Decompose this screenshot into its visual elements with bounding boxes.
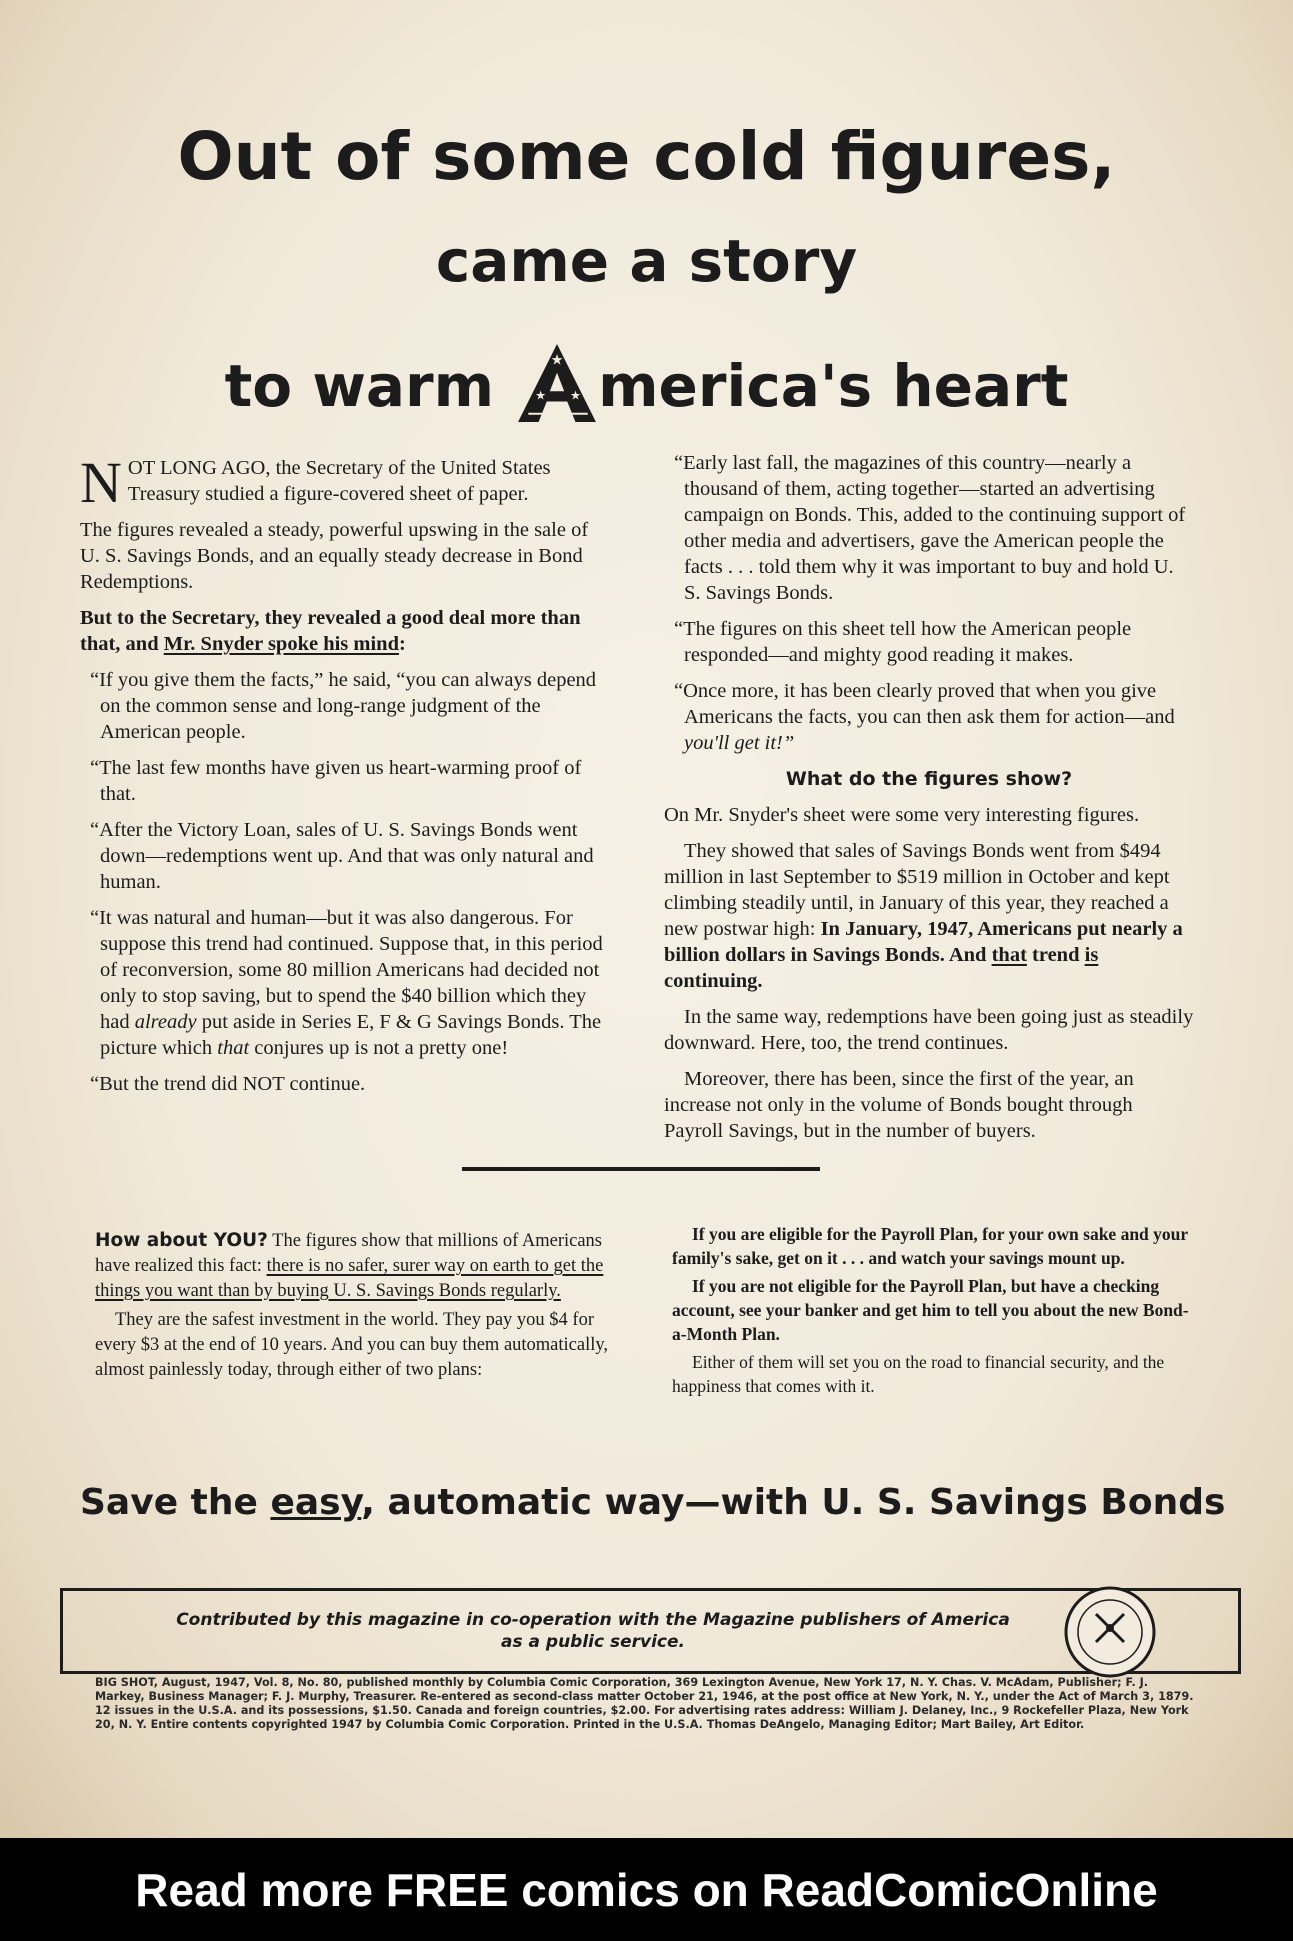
quote-6: “Early last fall, the magazines of this country—nearly a thousand of them, acting together—started an advertising campaign on Bonds. This, added to the continuing support of other media and advertisers, gave the American people the facts . . . told them why it was important to buy and hold U. S. Savings Bonds. [674,452,1186,604]
right-paragraph-b-6: continuing. [664,970,763,992]
left-paragraph-1-text: the Secretary of the United States Treasury studied a figure-covered sheet of paper. [127,457,551,505]
right-paragraph-b-1: They showed that sales of Savings Bonds went from $494 million in last September to $519 million in October and kept climbing steadily until, in January of this year, they reached a new postwar high: [664,840,1170,940]
svg-text:★: ★ [535,388,547,403]
left-paragraph-1 [80,450,610,515]
headline-line-2: came a story [435,227,858,295]
tagline [80,1482,1230,1523]
svg-text:★: ★ [570,388,582,403]
tagline-a: Save the [80,1482,258,1523]
quote-7: “The figures on this sheet tell how the American people responded—and mighty good reading it makes. [674,618,1132,666]
section-divider [462,1167,820,1171]
right-paragraph-b-3: that [991,944,1027,966]
right-paragraph-d: Moreover, there has been, since the first of the year, an increase not only in the volume of Bonds bought through Payroll Savings, but in the number of buyers. [664,1068,1134,1142]
bottom-right-paragraph-1: If you are eligible for the Payroll Plan, for your own sake and your family's sake, get on it . . . and watch your savings mount up. [672,1224,1188,1268]
bottom-left-text-a: The figures show that millions of Americans have realized this fact: [95,1231,602,1276]
drop-cap: N [80,450,122,515]
star-letter-a-icon [516,342,598,424]
bottom-left-paragraph-1 [95,1228,620,1304]
left-paragraph-3 [80,605,610,657]
headline-line-3-suffix: merica's heart [598,352,1069,420]
svg-text:★: ★ [550,352,564,369]
quote-8-em: you'll get it!” [684,732,795,754]
section-subhead: What do the figures show? [785,768,1073,790]
headline-line-3 [0,342,1293,420]
quote-2: “The last few months have given us heart-warming proof of that. [90,757,582,805]
quote-3: “After the Victory Loan, sales of U. S. Savings Bonds went down—redemptions went up. And that was only natural and human. [90,819,594,893]
bottom-right-paragraph-2: If you are not eligible for the Payroll Plan, but have a checking account, see your banker and get him to tell you about the new Bond-a-Month Plan. [672,1276,1189,1344]
quote-4 [80,905,610,1061]
left-paragraph-2: The figures revealed a steady, powerful upswing in the sale of U. S. Savings Bonds, and an equally steady decrease in Bond Redemptions. [80,519,589,593]
contribution-line-2: as a public service. [501,1632,685,1652]
tagline-underlined: easy [270,1482,362,1523]
contribution-text [103,1609,1083,1653]
right-paragraph-b-4: trend [1032,944,1080,966]
contribution-line-1: Contributed by this magazine in co-operation with the Magazine publishers of America [176,1610,1010,1630]
bottom-left-paragraph-2: They are the safest investment in the world. They pay you $4 for every $3 at the end of 10 years. And you can buy them automatically, almost painlessly today, through either of two plans: [95,1310,609,1380]
bottom-right-column [672,1222,1202,1402]
quote-8-a: “Once more, it has been clearly proved that when you give Americans the facts, you can then ask them for action—and [674,680,1175,728]
right-column [664,450,1194,1154]
quote-4-b: put aside in Series E, F & G Savings Bonds. The picture which [100,1011,602,1059]
quote-8 [664,678,1194,756]
read-more-banner[interactable]: Read more FREE comics on ReadComicOnline [0,1838,1293,1941]
quote-5: “But the trend did NOT continue. [90,1073,366,1095]
left-paragraph-3-c: : [398,633,406,655]
advertising-council-seal-icon [1062,1584,1158,1680]
lead-in-caps: OT LONG AGO, [127,457,271,479]
bottom-left-underlined: there is no safer, surer way on earth to get the things you want than by buying U. S. Savings Bonds regularly. [95,1256,604,1301]
quote-4-a: “It was natural and human—but it was also dangerous. For suppose this trend had continued. Suppose that, in this period of reconversion, some 80 million Americans had decided not only to stop saving, but to spend the $40 billion which they had [90,907,603,1033]
publication-imprint: BIG SHOT, August, 1947, Vol. 8, No. 80, published monthly by Columbia Comic Corporation, 369 Lexington Avenue, New York 17, N. Y. Chas. V. McAdam, Publisher; F. J. Markey, Business Manager; F. J. Murphy, Treasurer. Re-entered as second-class matter October 21, 1946, at the post office at New York, N. Y., under the Act of March 3, 1879. 12 issues in the U.S.A. and its possessions, $1.50. Canada and foreign countries, $2.00. For advertising rates address: William J. Delaney, Inc., 9 Rockefeller Plaza, New York 20, N. Y. Entire contents copyrighted 1947 by Columbia Comic Corporation. Printed in the U.S.A. Thomas DeAngelo, Managing Editor; Mart Bailey, Art Editor. [95,1676,1194,1731]
right-paragraph-b-2: In January, 1947, Americans put nearly a billion dollars in Savings Bonds. And [664,918,1183,966]
quote-4-em-2: that [217,1037,250,1059]
quote-4-em: already [134,1011,197,1033]
right-paragraph-a: On Mr. Snyder's sheet were some very interesting figures. [664,804,1140,826]
left-paragraph-3-underlined: Mr. Snyder spoke his mind [163,633,399,655]
headline-line-1: Out of some cold figures, [177,118,1116,195]
how-about-you-lead: How about YOU? [95,1230,268,1251]
quote-4-c: conjures up is not a pretty one! [254,1037,509,1059]
tagline-b: , automatic way—with U. S. Savings Bonds [361,1482,1226,1523]
left-column [80,450,610,1107]
bottom-right-paragraph-3: Either of them will set you on the road to financial security, and the happiness that comes with it. [672,1352,1165,1396]
right-paragraph-b-5: is [1084,944,1099,966]
quote-1: “If you give them the facts,” he said, “you can always depend on the common sense and long-range judgment of the American people. [90,669,597,743]
headline-line-3-prefix: to warm [224,352,495,420]
bottom-left-column [95,1228,620,1387]
right-paragraph-c: In the same way, redemptions have been going just as steadily downward. Here, too, the trend continues. [664,1006,1194,1054]
left-paragraph-3-a: But to the Secretary, they revealed a good deal more than that, and [80,607,581,655]
right-paragraph-b [664,838,1194,994]
